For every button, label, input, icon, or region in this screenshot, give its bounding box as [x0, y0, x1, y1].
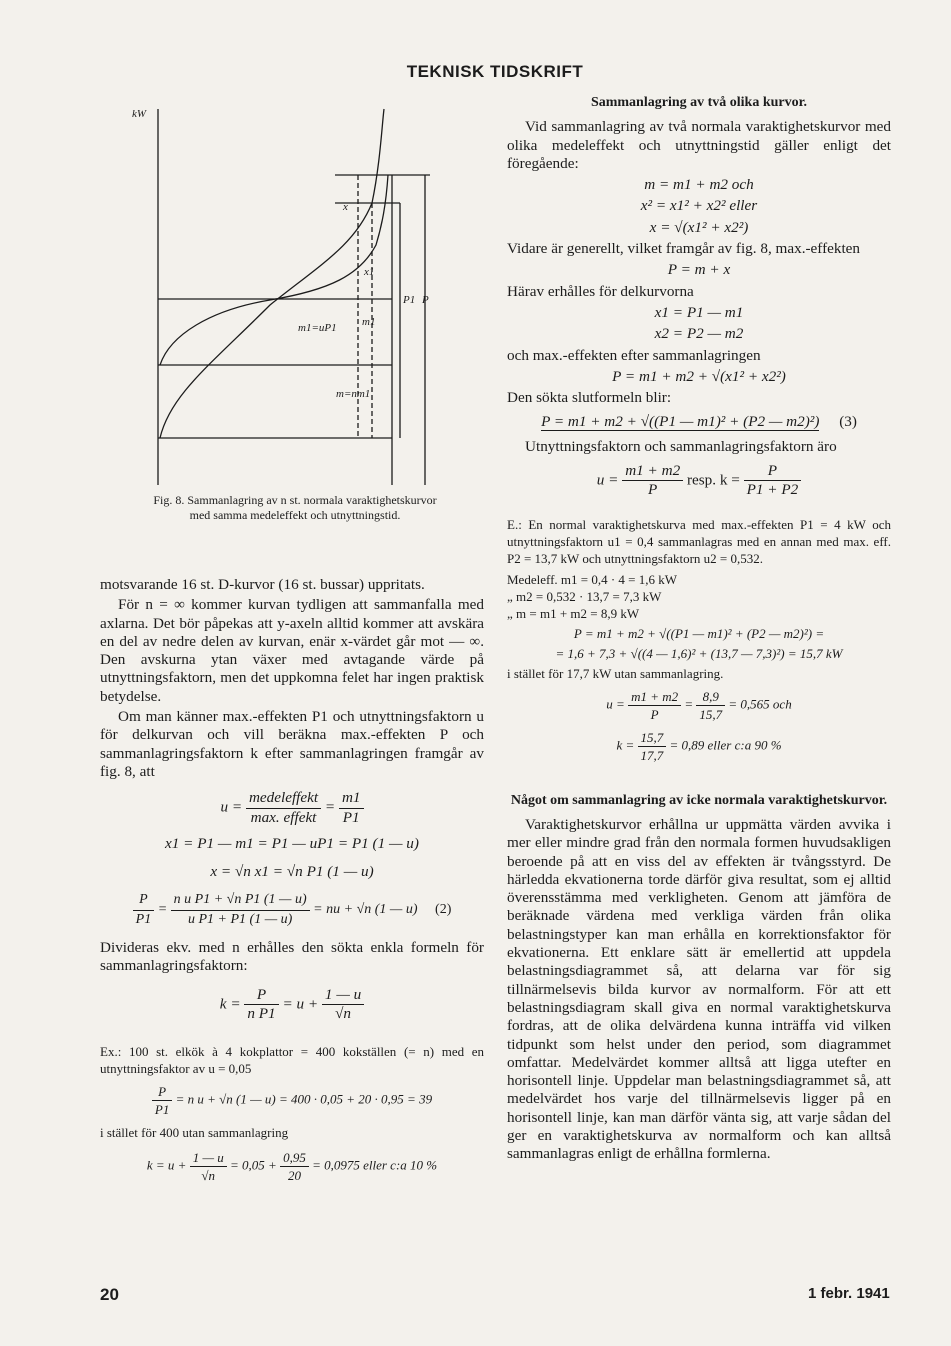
- m-nm1-label: m=nm1: [336, 388, 371, 400]
- paragraph: Den sökta slutformeln blir:: [507, 389, 672, 407]
- example-line: „ m = m1 + m2 = 8,9 kW: [507, 605, 640, 621]
- m1-up1-label: m1=uP1: [298, 322, 337, 334]
- example-line: = 1,6 + 7,3 + √((4 — 1,6)² + (13,7 — 7,3)²) = 15,7 kW: [555, 645, 843, 661]
- paragraph: Utnyttningsfaktorn och sammanlagringsfaktorn äro: [525, 437, 837, 455]
- example-text: Ex.: 100 st. elkök à 4 kokplattor = 400 kokställen (= n) med en utnyttningsfaktor av u = 0,05: [100, 1044, 484, 1077]
- paragraph: Om man känner max.-effekten P1 och utnyttningsfaktorn u för delkurvan och vill beräkna max.-effekten P och sammanlagringsfaktorn k efter sammanlagringen framgår av fig. 8, att: [100, 708, 484, 780]
- equation-uk: u = $\frac{m1 + m2}{P}$ resp. k = $\frac{P}{P1 + P2}$: [507, 462, 891, 500]
- equation-x: x = √n x1 = √n P1 (1 — u): [210, 863, 374, 881]
- example-text: E.: En normal varaktighetskurva med max.-effekten P1 = 4 kW och utnyttningsfaktorn u1 = 0,4 sammanlagras med en annan med max. eff. P2 = 13,7 kW och utnyttningsfaktorn u2 = 0,532.: [507, 516, 891, 566]
- figure-caption: Fig. 8. Sammanlagring av n st. normala varaktighetskurvor med samma medeleffekt och utnyttningstid.: [153, 493, 437, 522]
- paragraph: Divideras ekv. med n erhålles den sökta enkla formeln för sammanlagringsfaktorn:: [100, 939, 484, 975]
- equation: x² = x1² + x2² eller: [640, 197, 758, 215]
- p1-label: P1: [403, 294, 416, 306]
- example-equation-1: $\frac{P}{P1}$ = n u + √n (1 — u) = 400 · 0,05 + 20 · 0,95 = 39: [100, 1083, 484, 1118]
- paragraph: och max.-effekten efter sammanlagringen: [507, 346, 761, 364]
- equation: x1 = P1 — m1: [654, 303, 744, 321]
- figure-8: [130, 95, 450, 490]
- section-heading: Sammanlagring av två olika kurvor.: [590, 95, 808, 110]
- example-line: „ m2 = 0,532 · 13,7 = 7,3 kW: [507, 588, 662, 604]
- paragraph: motsvarande 16 st. D-kurvor (16 st. bussar) uppritats.: [100, 576, 425, 593]
- example-line: P = m1 + m2 + √((P1 — m1)² + (P2 — m2)²) =: [573, 625, 825, 641]
- journal-title: TEKNISK TIDSKRIFT: [406, 62, 584, 81]
- paragraph: Vid sammanlagring av två normala varaktighetskurvor med olika medeleffekt och utnyttningstid gäller enligt det föregående:: [507, 118, 891, 172]
- m1-label: m1: [362, 316, 376, 328]
- example-line: i stället för 17,7 kW utan sammanlagring.: [507, 665, 724, 681]
- kw-label: kW: [132, 108, 147, 120]
- left-column: [100, 576, 484, 1192]
- page-number: 20: [100, 1285, 119, 1304]
- x-label: x: [343, 201, 348, 213]
- section-heading: Något om sammanlagring av icke normala varaktighetskurvor.: [510, 792, 888, 808]
- equation: P = m1 + m2 + √(x1² + x2²): [612, 367, 786, 385]
- p-label: P: [422, 294, 429, 306]
- example-line: Medeleff. m1 = 0,4 · 4 = 1,6 kW: [507, 571, 678, 587]
- equation-k: k = $\frac{P}{\text{n P1}}$ = u + $\frac{1 — u}{√n}$: [100, 986, 484, 1024]
- paragraph: För n = ∞ kommer kurvan tydligen att sammanfalla med axlarna. Det bör påpekas att y-axeln alltid kommer att avskära en del av nedre delen av kurvan, enär x-värdet går mot — ∞. Den avskurna ytan växer med avtagande värde på utnyttningsfaktorn, men det uppkomna felet har ingen praktisk betydelse.: [100, 596, 484, 705]
- example-equation-u: u = $\frac{m1 + m2}{P}$ = $\frac{8,9}{15,7}$ = 0,565 och: [606, 688, 792, 722]
- example-text: i stället för 400 utan sammanlagring: [100, 1125, 289, 1141]
- paragraph: Härav erhålles för delkurvorna: [507, 282, 694, 300]
- equation: P = m + x: [667, 261, 731, 279]
- equation: x2 = P2 — m2: [654, 325, 744, 343]
- example-equation-k: k = $\frac{15,7}{17,7}$ = 0,89 eller c:a 90 %: [616, 729, 782, 763]
- equation-2: $\frac{P}{P1}$ = $\frac{\text{n u P1 + √n P1 (1 — u)}}{\text{u P1 + P1 (1 — u)}}$ = nu + √n (1 — u) (2): [100, 891, 484, 929]
- paragraph: Varaktighetskurvor erhållna ur uppmätta värden avvika i mer eller mindre grad från den normala formen huvudsakligen beroende på att en viss del av effekten är tvångsstyrd. De härledda ekvationerna torde därför giva resultat, som ej alltid överensstämma med verkligheten. Genom att jämföra de beräknade värdena med verkliga värden från olika belastningstyper kan man erhålla en korrektionsfaktor för ekvationerna. Ett enklare sätt är emellertid att uppdela belastningsdiagrammet så, att delarna var för sig tillnärmelsevis bilda kurvor av normalform. För att ett belastningsdiagram skall giva en normal varaktighetskurva fordras, att de olika delvärdena kunna inträffa vid vilken tidpunkt som helst under den period, som diagrammet omfattar. Medelvärdet kommer alltså att ligga utefter en horisontell linje. Uppdelar man belastningsdiagrammet så, att medelvärdet hos varje del tillnärmelsevis ligger på en horisontell linje, kan man därför vänta sig, att varje sådan del ger en varaktighetskurva av normalform och kan alltså sammanlagras enligt de erhållna formlerna.: [507, 815, 891, 1163]
- equation-3: P = m1 + m2 + √((P1 — m1)² + (P2 — m2)²) (3): [541, 413, 857, 431]
- example-equation-2: k = u + $\frac{1 — u}{√n}$ = 0,05 + $\frac{0,95}{20}$ = 0,0975 eller c:a 10 %: [146, 1150, 438, 1184]
- issue-date: 1 febr. 1941: [808, 1285, 890, 1302]
- x1-label: x1: [364, 266, 375, 278]
- equation: m = m1 + m2 och: [644, 176, 754, 194]
- equation: x = √(x1² + x2²): [649, 218, 749, 236]
- equation-u: u = $\frac{\text{medeleffekt}}{\text{max. effekt}}$ = $\frac{m1}{P1}$: [100, 789, 484, 827]
- paragraph: Vidare är generellt, vilket framgår av fig. 8, max.-effekten: [507, 240, 861, 258]
- equation-x1: x1 = P1 — m1 = P1 — uP1 = P1 (1 — u): [165, 834, 419, 852]
- right-column: [507, 92, 891, 1166]
